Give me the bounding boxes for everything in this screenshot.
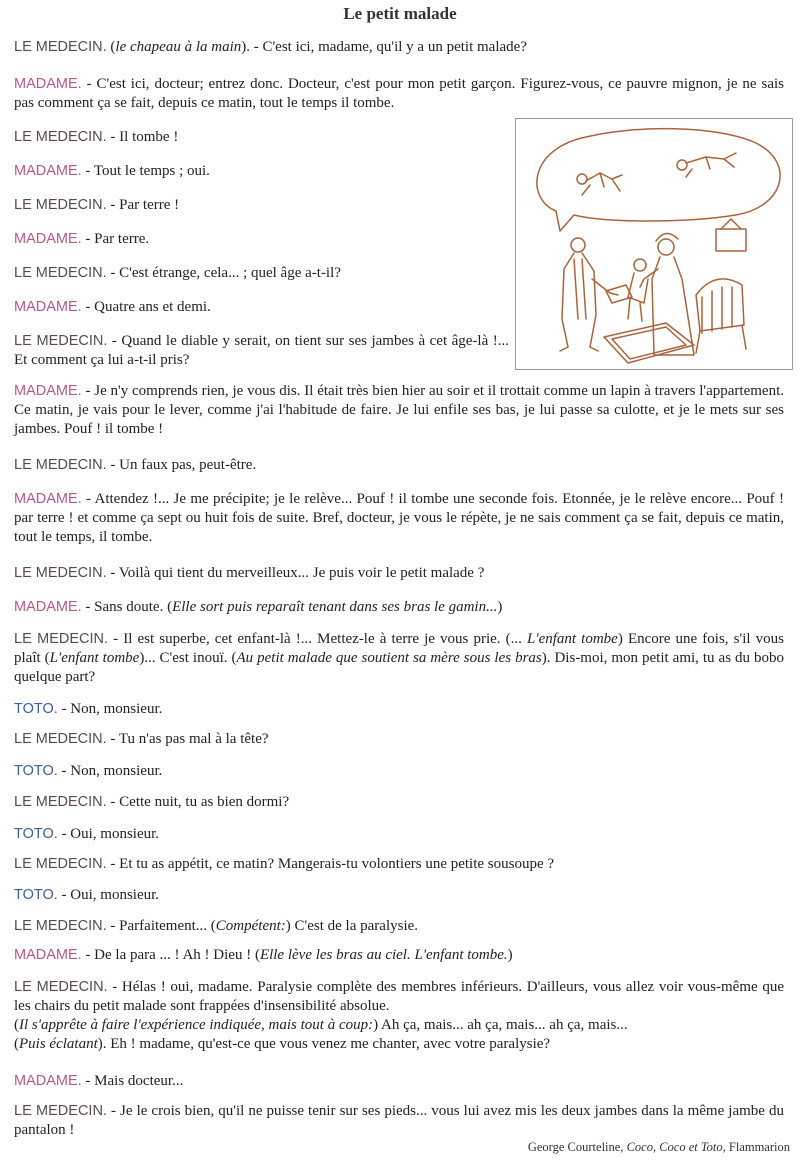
- speaker-name: TOTO.: [14, 701, 58, 717]
- dialogue-line: [14, 855, 784, 874]
- speaker-name: LE MEDECIN.: [14, 731, 107, 747]
- dialogue-text: - C'est ici, docteur; entrez donc. Docteur, c'est pour mon petit garçon. Figurez-vous, ce pauvre mignon, je ne sais pas comment ça se fait, depuis ce matin, tout le temps il tombe.: [14, 76, 784, 111]
- speaker-name: TOTO.: [14, 826, 58, 842]
- dialogue-line: [14, 886, 784, 905]
- stage-direction: L'enfant tombe: [49, 650, 140, 666]
- falling-child-right-icon: [677, 153, 736, 177]
- dialogue-line: [14, 762, 784, 781]
- speaker-name: MADAME.: [14, 163, 82, 179]
- speaker-name: TOTO.: [14, 887, 58, 903]
- dialogue-text: ) Ah ça, mais... ah ça, mais... ah ça, mais...: [373, 1017, 628, 1033]
- dialogue-text: (: [14, 1036, 19, 1052]
- speaker-name: MADAME.: [14, 1073, 82, 1089]
- dialogue-line: [14, 490, 784, 547]
- speaker-name: LE MEDECIN.: [14, 265, 107, 281]
- doctor-figure: [560, 238, 632, 351]
- dialogue-text: - Oui, monsieur.: [57, 887, 160, 903]
- speaker-name: MADAME.: [14, 299, 82, 315]
- falling-child-left-icon: [577, 173, 622, 195]
- speaker-name: LE MEDECIN.: [14, 918, 107, 934]
- speaker-name: LE MEDECIN.: [14, 197, 107, 213]
- dialogue-text: ). Dis-moi, mon petit ami, tu as du bobo quelque part?: [14, 650, 785, 685]
- dialogue-text: - Oui, monsieur.: [57, 826, 160, 842]
- dialogue-line: [14, 564, 784, 583]
- source-work: Coco, Coco et Toto: [626, 1140, 723, 1154]
- dialogue-line: [14, 730, 784, 749]
- stage-direction: Puis éclatant: [19, 1036, 98, 1052]
- dialogue-line: [14, 332, 509, 370]
- dialogue-line: [14, 196, 509, 215]
- dialogue-line: [14, 630, 784, 687]
- dialogue-text: - Cette nuit, tu as bien dormi?: [106, 794, 290, 810]
- stage-direction: Compétent:: [215, 918, 286, 934]
- speaker-name: LE MEDECIN.: [14, 39, 107, 55]
- dialogue-line: [14, 456, 784, 475]
- dialogue-line: [14, 598, 784, 617]
- source-citation: [528, 1140, 790, 1155]
- dialogue-line: [14, 38, 784, 57]
- dialogue-text: - Non, monsieur.: [57, 701, 163, 717]
- dialogue-text: - Voilà qui tient du merveilleux... Je puis voir le petit malade ?: [106, 565, 485, 581]
- mother-figure: [640, 233, 694, 355]
- speaker-name: LE MEDECIN.: [14, 631, 109, 647]
- speaker-name: MADAME.: [14, 231, 82, 247]
- speaker-name: MADAME.: [14, 383, 82, 399]
- dialogue-text: ): [497, 599, 503, 615]
- speaker-name: MADAME.: [14, 599, 82, 615]
- stage-direction: Il s'apprête à faire l'expérience indiquée, mais tout à coup:: [19, 1017, 374, 1033]
- dialogue-line: [14, 1072, 784, 1091]
- dialogue-text: - Non, monsieur.: [57, 763, 163, 779]
- dialogue-text: - De la para ... ! Ah ! Dieu ! (: [81, 947, 260, 963]
- dialogue-text: ) Encore une fois, s'il vous plaît (: [14, 631, 784, 666]
- speaker-name: MADAME.: [14, 491, 82, 507]
- dialogue-text: ): [507, 947, 513, 963]
- dialogue-text: - Par terre !: [106, 197, 180, 213]
- dialogue-text: - C'est étrange, cela... ; quel âge a-t-il?: [106, 265, 341, 281]
- dialogue-text: ). Eh ! madame, qu'est-ce que vous venez me chanter, avec votre paralysie?: [97, 1036, 551, 1052]
- dialogue-line: [14, 128, 509, 147]
- child-figure: [628, 259, 648, 321]
- dialogue-text: - Il tombe !: [106, 129, 179, 145]
- dialogue-text: - Un faux pas, peut-être.: [106, 457, 257, 473]
- dialogue-text: )... C'est inouï. (: [139, 650, 237, 666]
- dialogue-text: ) C'est de la paralysie.: [285, 918, 419, 934]
- page-title: Le petit malade: [343, 4, 457, 23]
- dialogue-line: [14, 946, 784, 965]
- speaker-name: LE MEDECIN.: [14, 457, 107, 473]
- source-publisher: , Flammarion: [722, 1140, 790, 1154]
- doctor-visit-illustration: [516, 119, 792, 369]
- speaker-name: LE MEDECIN.: [14, 129, 107, 145]
- dialogue-text: - Et tu as appétit, ce matin? Mangerais-tu volontiers une petite sousoupe ?: [106, 856, 555, 872]
- dialogue-line: [14, 1102, 784, 1140]
- illustration: [515, 118, 793, 370]
- dialogue-text: - Tout le temps ; oui.: [81, 163, 210, 179]
- dialogue-text: - Je n'y comprends rien, je vous dis. Il était très bien hier au soir et il trottait comme un lapin à travers l'appartement. Ce matin, je vais pour le lever, comme j'ai l'habitude de faire. Je lui enfile ses bas, je lui passe sa culotte, et je le mets sur ses jambes. Pouf ! il tombe !: [14, 383, 784, 437]
- dialogue-text: (: [14, 1017, 19, 1033]
- dialogue-text: ). - C'est ici, madame, qu'il y a un petit malade?: [241, 39, 527, 55]
- source-author: George Courteline,: [527, 1140, 627, 1154]
- dialogue-text: - Tu n'as pas mal à la tête?: [106, 731, 269, 747]
- speaker-name: TOTO.: [14, 763, 58, 779]
- dialogue-text: - Quand le diable y serait, on tient sur ses jambes à cet âge-là !... Et comment ça lui a-t-il pris?: [14, 333, 509, 368]
- speaker-name: LE MEDECIN.: [14, 794, 107, 810]
- dialogue-text: - Je le crois bien, qu'il ne puisse tenir sur ses pieds... vous lui avez mis les deux jambes dans la même jambe du pantalon !: [14, 1103, 784, 1138]
- stage-direction: Elle sort puis reparaît tenant dans ses bras le gamin...: [172, 599, 498, 615]
- dialogue-line: [14, 978, 784, 1054]
- dialogue-text: - Mais docteur...: [81, 1073, 184, 1089]
- dialogue-line: [14, 917, 784, 936]
- dialogue-line: [14, 230, 509, 249]
- speaker-name: LE MEDECIN.: [14, 856, 107, 872]
- dialogue-text: - Quatre ans et demi.: [81, 299, 211, 315]
- dialogue-text: - Par terre.: [81, 231, 150, 247]
- dialogue-line: [14, 298, 509, 317]
- dialogue-text: - Il est superbe, cet enfant-là !... Mettez-le à terre je vous prie. (...: [108, 631, 528, 647]
- stage-direction: le chapeau à la main: [115, 39, 242, 55]
- speaker-name: LE MEDECIN.: [14, 979, 108, 995]
- dialogue-line: [14, 825, 784, 844]
- dialogue-line: [14, 264, 509, 283]
- speaker-name: MADAME.: [14, 947, 82, 963]
- thought-bubble: [537, 129, 780, 231]
- dialogue-text: - Hélas ! oui, madame. Paralysie complète des membres inférieurs. D'ailleurs, vous allez voir vous-même que les chairs du petit malade sont frappées d'insensibilité absolue.: [14, 979, 784, 1014]
- dialogue-line: [14, 793, 784, 812]
- dialogue-text: - Attendez !... Je me précipite; je le relève... Pouf ! il tombe une seconde fois. Etonnée, je le relève encore... Pouf ! par terre ! et comme ça sept ou huit fois de suite. Bref, docteur, je vous le répète, je ne sais comment ça se fait, depuis ce matin, tout le temps, il tombe.: [14, 491, 784, 545]
- speaker-name: LE MEDECIN.: [14, 333, 108, 349]
- dialogue-text: - Parfaitement... (: [106, 918, 216, 934]
- stage-direction: L'enfant tombe: [527, 631, 618, 647]
- dialogue-line: [14, 382, 784, 439]
- picture-frame: [716, 229, 746, 251]
- speaker-name: LE MEDECIN.: [14, 1103, 107, 1119]
- dialogue-line: [14, 700, 784, 719]
- dialogue-text: (: [106, 39, 116, 55]
- speaker-name: MADAME.: [14, 76, 82, 92]
- stage-direction: Au petit malade que soutient sa mère sous les bras: [236, 650, 542, 666]
- rug: [604, 323, 694, 363]
- stage-direction: Elle lève les bras au ciel. L'enfant tombe.: [259, 947, 508, 963]
- armchair: [696, 279, 746, 353]
- dialogue-line: [14, 162, 509, 181]
- speaker-name: LE MEDECIN.: [14, 565, 107, 581]
- dialogue-text: - Sans doute. (: [81, 599, 173, 615]
- dialogue-line: [14, 75, 784, 113]
